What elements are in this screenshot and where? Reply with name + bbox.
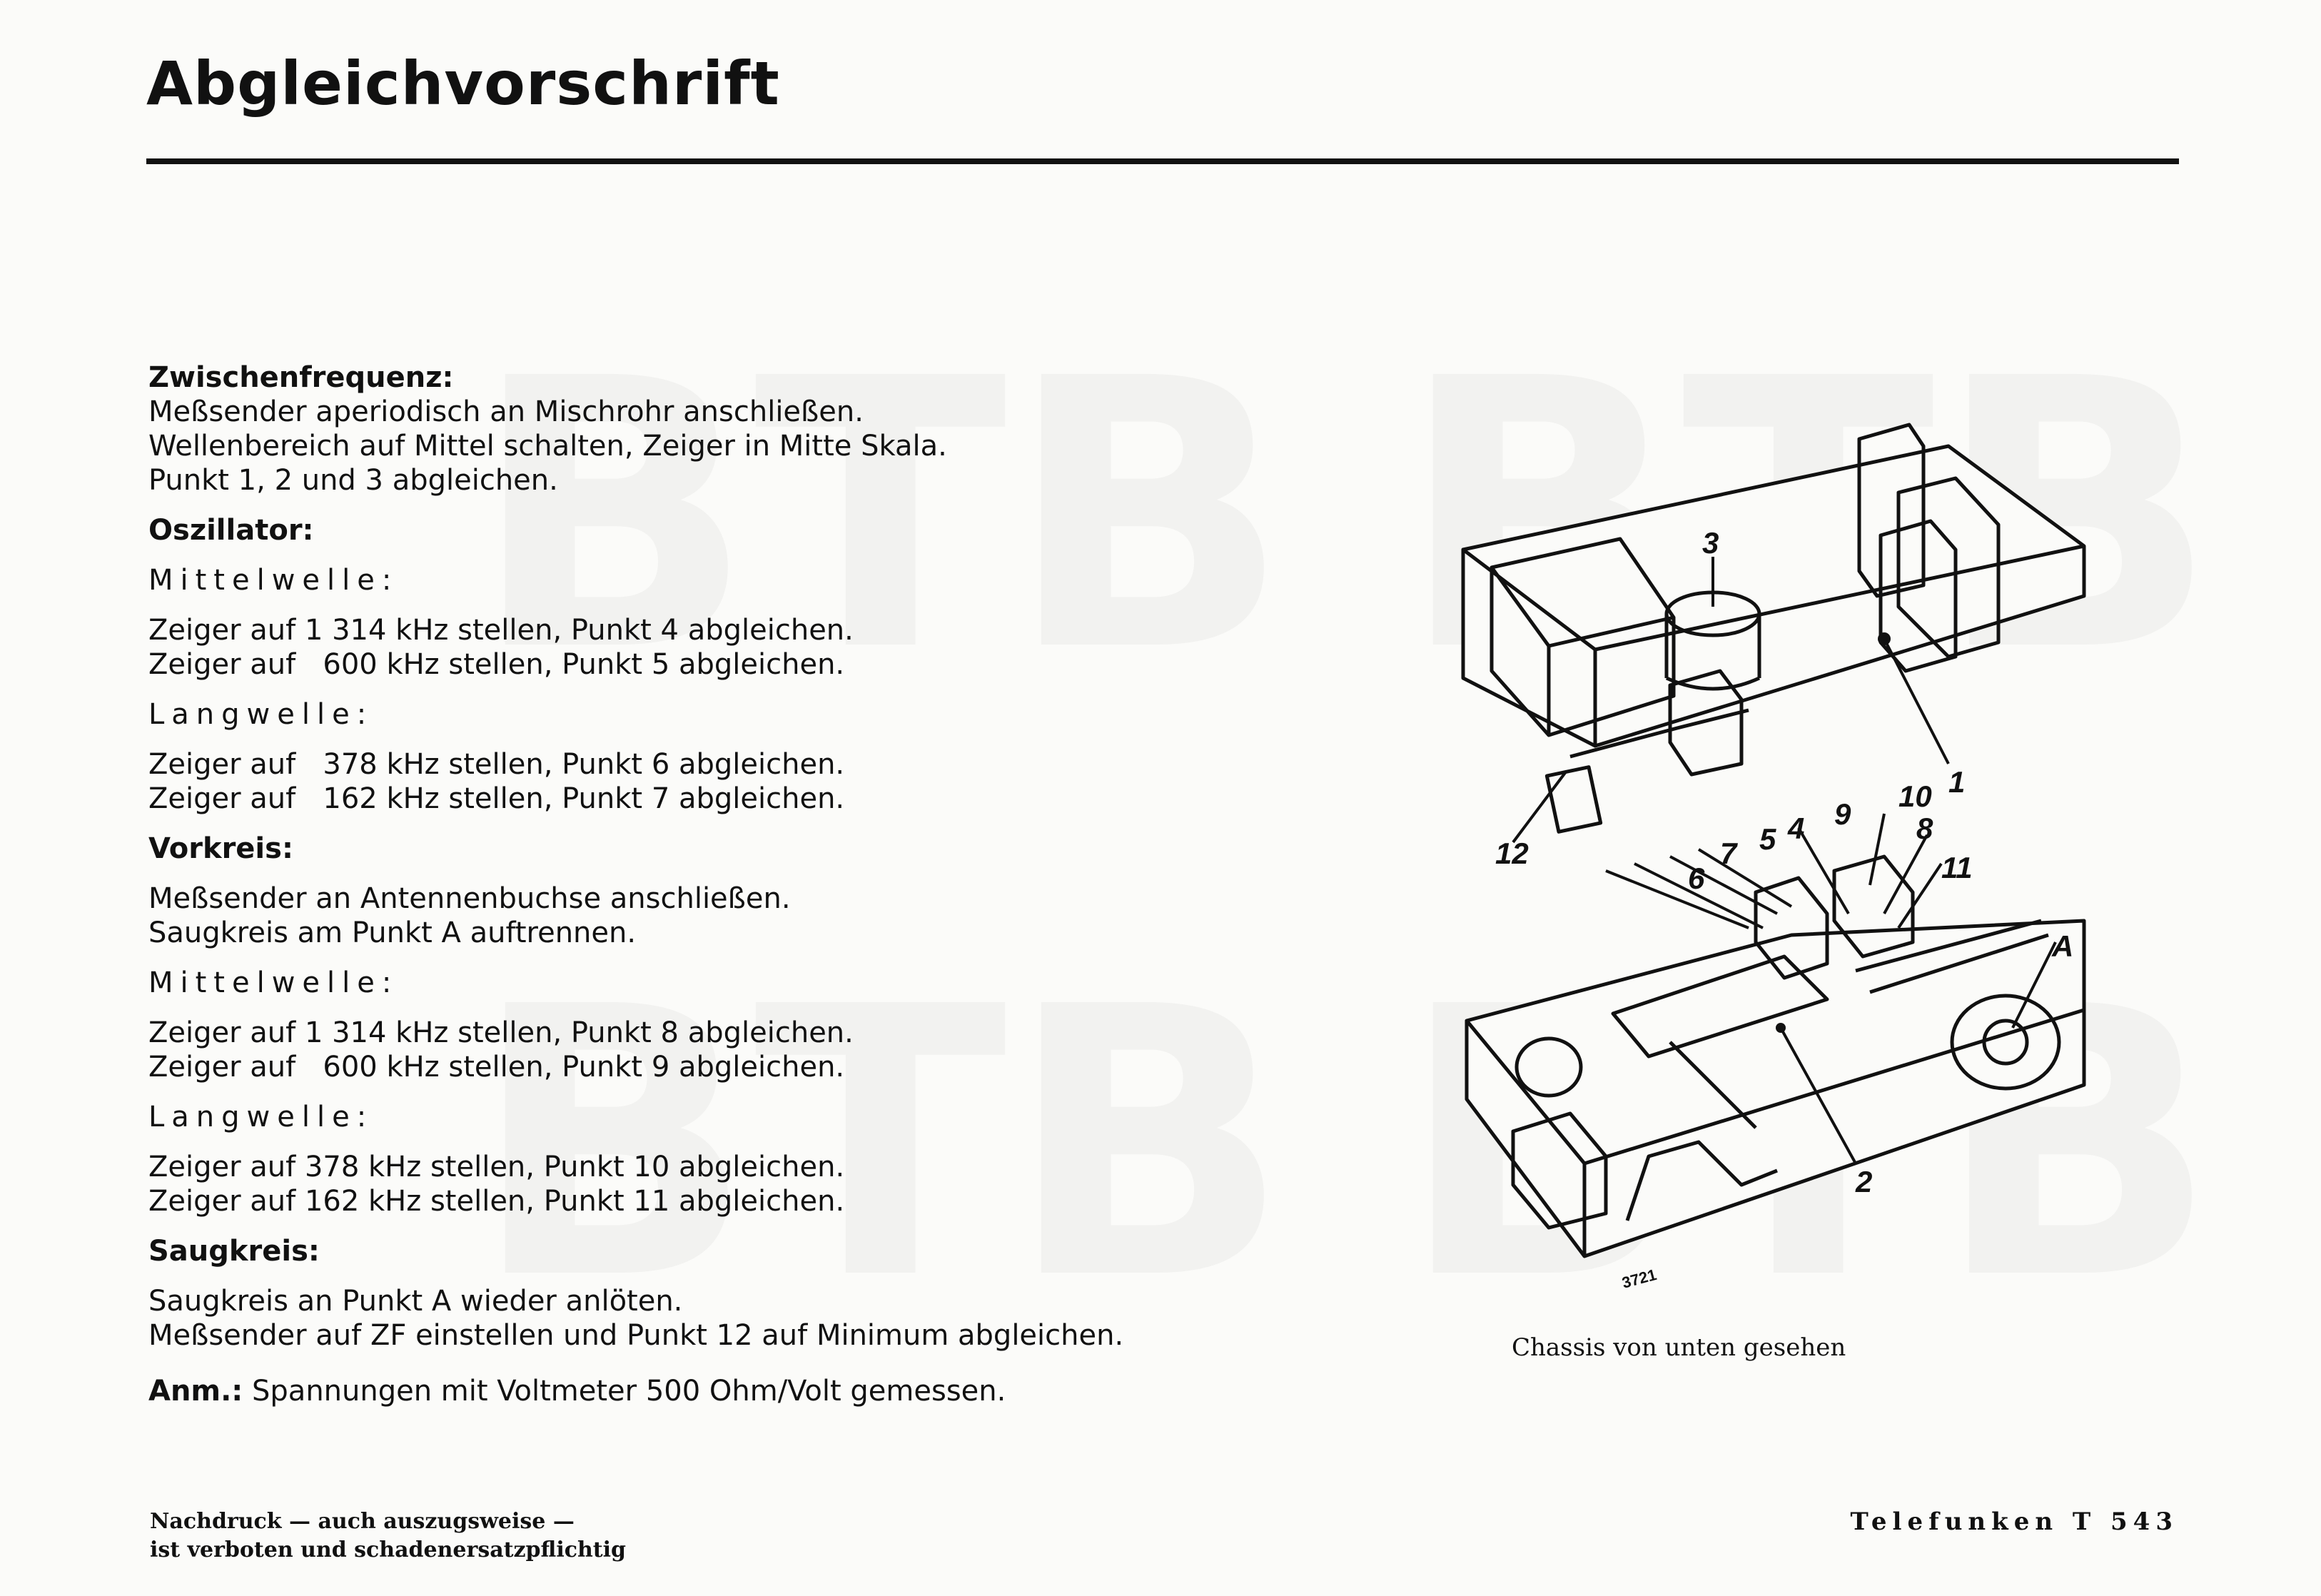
heading-sk: Saugkreis: [148, 1235, 320, 1268]
text-line: Zeiger auf 1 314 kHz stellen, Punkt 8 abgleichen. [148, 1016, 854, 1049]
point-label-1: 1 [1948, 765, 1966, 799]
point-label-5: 5 [1759, 822, 1776, 856]
model-designation: Telefunken T 543 [1850, 1507, 2178, 1536]
point-label-8: 8 [1916, 812, 1933, 845]
upper-chassis [1463, 425, 2084, 832]
title-rule [146, 158, 2179, 164]
label-langwelle: Langwelle: [148, 1101, 374, 1133]
text-line: Zeiger auf 162 kHz stellen, Punkt 11 abgleichen. [148, 1185, 845, 1218]
label-mittelwelle: Mittelwelle: [148, 966, 399, 999]
note-label: Anm.: [148, 1375, 243, 1408]
label-mittelwelle: Mittelwelle: [148, 564, 399, 597]
point-label-6: 6 [1688, 862, 1705, 895]
point-label-10: 10 [1898, 779, 1932, 813]
text-line: Zeiger auf 378 kHz stellen, Punkt 10 abgleichen. [148, 1151, 845, 1183]
chassis-diagram [1456, 371, 2074, 1299]
instructions [148, 360, 1290, 1408]
drawing-number: 3721 [1619, 1266, 1659, 1292]
point-label-A: A [2052, 929, 2074, 963]
page-title: Abgleichvorschrift [146, 49, 780, 118]
point-label-2: 2 [1856, 1165, 1873, 1198]
text-line: Zeiger auf 600 kHz stellen, Punkt 9 abgleichen. [148, 1051, 845, 1084]
text-line: Zeiger auf 162 kHz stellen, Punkt 7 abgleichen. [148, 782, 845, 815]
heading-zf: Zwischenfrequenz: [148, 361, 454, 394]
text-line: Saugkreis an Punkt A wieder anlöten. [148, 1285, 683, 1318]
heading-osc: Oszillator: [148, 514, 314, 547]
note-text: Spannungen mit Voltmeter 500 Ohm/Volt gemessen. [243, 1375, 1006, 1408]
text-line: Saugkreis am Punkt A auftrennen. [148, 916, 637, 949]
point-label-9: 9 [1834, 797, 1851, 831]
text-line: Punkt 1, 2 und 3 abgleichen. [148, 464, 558, 497]
text-line: Meßsender an Antennenbuchse anschließen. [148, 882, 791, 915]
label-langwelle: Langwelle: [148, 698, 374, 731]
point-label-3: 3 [1702, 526, 1719, 560]
point-label-12: 12 [1495, 837, 1529, 870]
copyright-line: Nachdruck — auch auszugsweise — [150, 1509, 575, 1534]
copyright-notice [150, 1507, 626, 1565]
note [148, 1374, 1290, 1408]
point-label-7: 7 [1720, 837, 1737, 870]
copyright-line: ist verboten und schadenersatzpflichtig [150, 1537, 627, 1562]
point-label-11: 11 [1941, 851, 1973, 884]
text-line: Wellenbereich auf Mittel schalten, Zeiger in Mitte Skala. [148, 430, 947, 463]
point-label-4: 4 [1788, 812, 1805, 845]
text-line: Zeiger auf 600 kHz stellen, Punkt 5 abgleichen. [148, 648, 845, 681]
text-line: Meßsender aperiodisch an Mischrohr anschließen. [148, 395, 864, 428]
text-line: Zeiger auf 1 314 kHz stellen, Punkt 4 abgleichen. [148, 614, 854, 647]
text-line: Zeiger auf 378 kHz stellen, Punkt 6 abgleichen. [148, 748, 845, 781]
figure-caption: Chassis von unten gesehen [1512, 1333, 1846, 1362]
lower-chassis [1467, 857, 2084, 1256]
text-line: Meßsender auf ZF einstellen und Punkt 12 auf Minimum abgleichen. [148, 1319, 1124, 1352]
heading-vk: Vorkreis: [148, 832, 293, 865]
